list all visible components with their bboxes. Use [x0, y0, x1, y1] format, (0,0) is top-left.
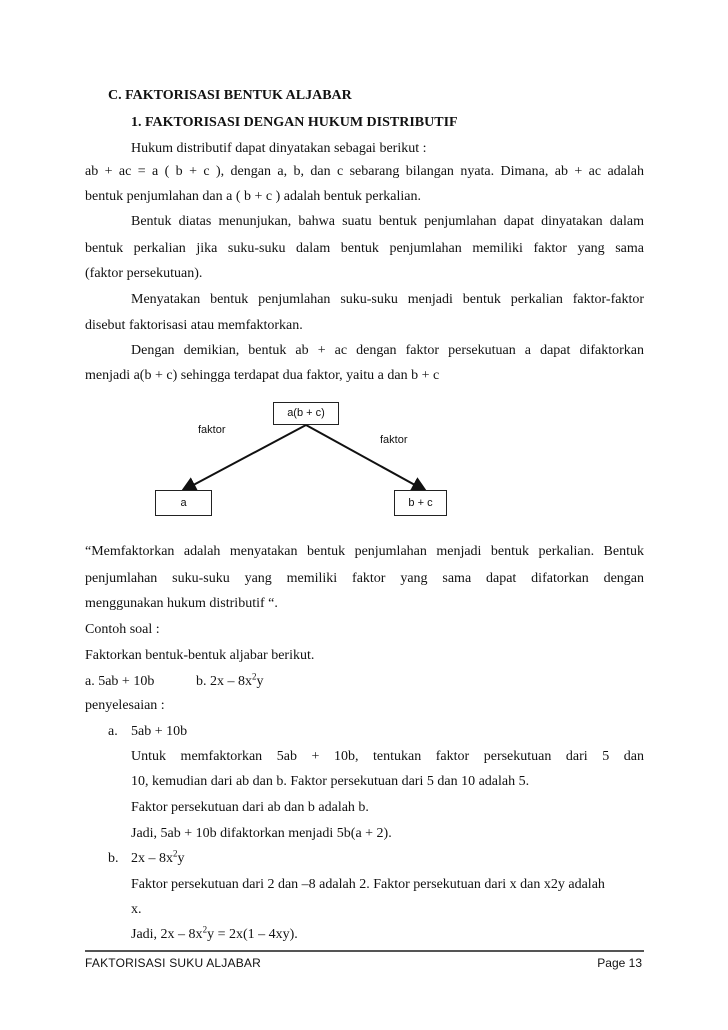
solution-a-marker: a. [108, 724, 118, 739]
footer-page-number: Page 13 [597, 956, 642, 970]
solution-a-expression: 5ab + 10b [131, 724, 188, 739]
solution-a-line: Jadi, 5ab + 10b difaktorkan menjadi 5b(a + 2). [131, 826, 392, 841]
left-edge-label: faktor [198, 424, 226, 436]
left-leaf-node: a [155, 490, 212, 516]
solution-a-line: Untuk memfaktorkan 5ab + 10b, tentukan faktor persekutuan dari 5 dan [131, 749, 644, 764]
paragraph-line: menjadi a(b + c) sehingga terdapat dua faktor, yaitu a dan b + c [85, 368, 440, 383]
quote-line: penjumlahan suku-suku yang memiliki faktor yang sama dapat difatorkan dengan [85, 571, 644, 586]
problem-a: a. 5ab + 10b [85, 674, 155, 689]
solution-b-line: Jadi, $2x - 8x^2y = 2x(1 - 4xy)$. [131, 924, 298, 942]
solution-a-line: 10, kemudian dari ab dan b. Faktor persekutuan dari 5 dan 10 adalah 5. [131, 774, 530, 789]
footer-title: FAKTORISASI SUKU ALJABAR [85, 956, 261, 970]
solution-b-marker: b. [108, 851, 119, 866]
paragraph-line: Bentuk diatas menunjukan, bahwa suatu bentuk penjumlahan dapat dinyatakan dalam [131, 214, 644, 229]
solution-b-expression: $2x - 8x^2y$ [131, 848, 185, 866]
paragraph-line: disebut faktorisasi atau memfaktorkan. [85, 318, 303, 333]
paragraph-line: bentuk penjumlahan dan a ( b + c ) adalah bentuk perkalian. [85, 189, 421, 204]
quote-line: “Memfaktorkan adalah menyatakan bentuk penjumlahan menjadi bentuk perkalian. Bentuk [85, 544, 644, 559]
solution-a-line: Faktor persekutuan dari ab dan b adalah b. [131, 800, 369, 815]
right-leaf-node: b + c [394, 490, 447, 516]
paragraph-line: bentuk perkalian jika suku-suku dalam bentuk penjumlahan memiliki faktor yang sama [85, 241, 644, 256]
problem-b: b. $2x - 8x^2y$ [196, 671, 264, 689]
subsection-heading: 1. FAKTORISASI DENGAN HUKUM DISTRIBUTIF [131, 115, 458, 130]
solution-label: penyelesaian : [85, 698, 165, 713]
solution-b-line: x. [131, 902, 142, 917]
right-edge-label: faktor [380, 434, 408, 446]
paragraph-line: Hukum distributif dapat dinyatakan sebagai berikut : [131, 141, 427, 156]
example-instruction: Faktorkan bentuk-bentuk aljabar berikut. [85, 648, 315, 663]
paragraph-line: (faktor persekutuan). [85, 266, 203, 281]
paragraph-line: Dengan demikian, bentuk ab + ac dengan faktor persekutuan a dapat difaktorkan [131, 343, 644, 358]
paragraph-line: Menyatakan bentuk penjumlahan suku-suku menjadi bentuk perkalian faktor-faktor [131, 292, 644, 307]
quote-line: menggunakan hukum distributif “. [85, 596, 278, 611]
footer-rule [85, 950, 644, 952]
solution-b-line: Faktor persekutuan dari 2 dan –8 adalah 2. Faktor persekutuan dari x dan x2y adalah [131, 877, 605, 892]
root-node: a(b + c) [273, 402, 339, 425]
paragraph-line: ab + ac = a ( b + c ), dengan a, b, dan c sebarang bilangan nyata. Dimana, ab + ac adalah [85, 164, 644, 179]
example-title: Contoh soal : [85, 622, 160, 637]
section-heading: C. FAKTORISASI BENTUK ALJABAR [108, 88, 352, 103]
